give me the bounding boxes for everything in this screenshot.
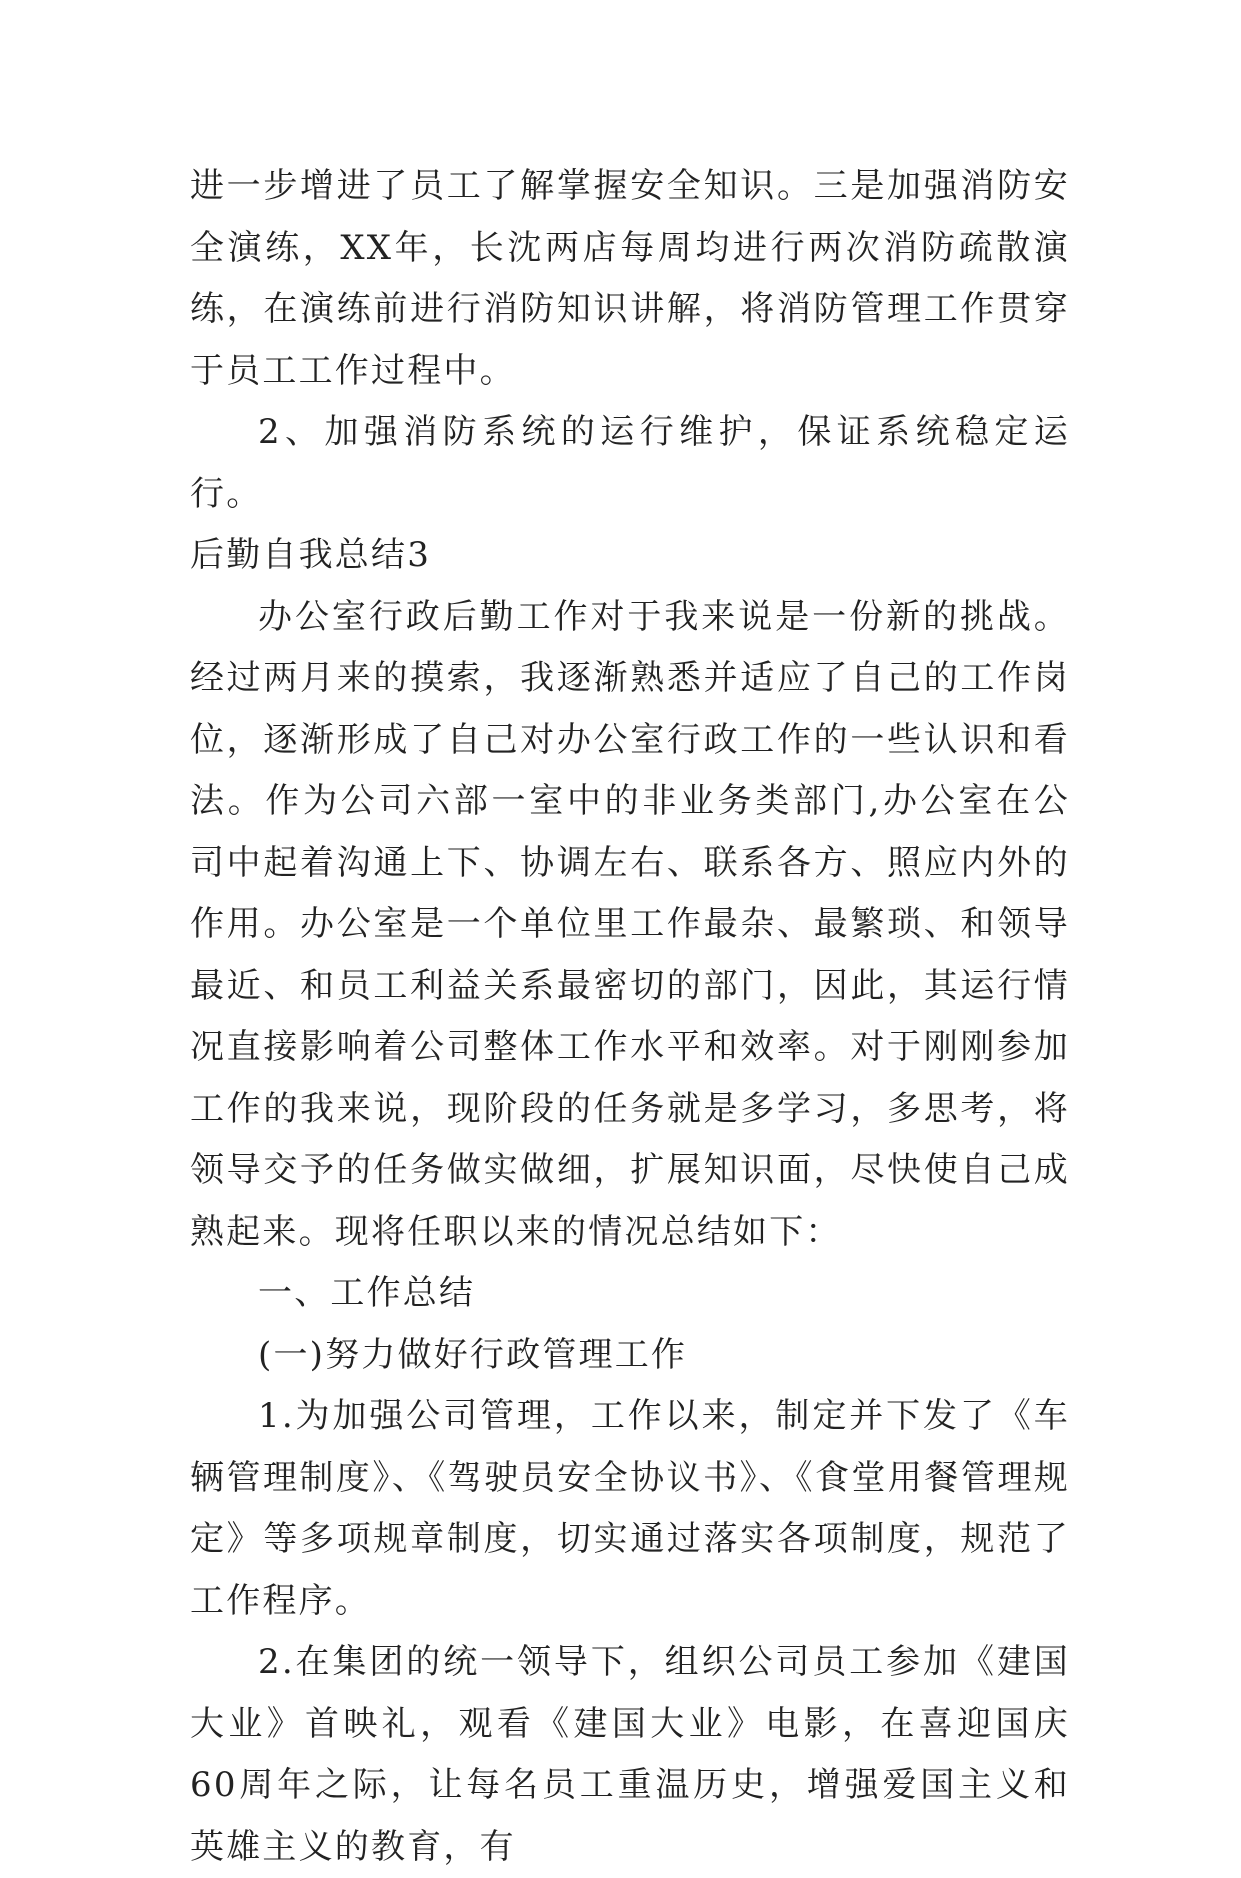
paragraph-continuation: 进一步增进了员工了解掌握安全知识。三是加强消防安全演练，XX年，长沈两店每周均进行两次消防疏散演练，在演练前进行消防知识讲解，将消防管理工作贯穿于员工工作过程中。 [190,166,1070,391]
document-body [190,156,1070,1878]
paragraph-fire-system: 2、加强消防系统的运行维护，保证系统稳定运行。 [190,412,1070,514]
heading-work-summary: 一、工作总结 [258,1273,476,1313]
paragraph-item-2: 2.在集团的统一领导下，组织公司员工参加《建国大业》首映礼，观看《建国大业》电影，在喜迎国庆60周年之际，让每名员工重温历史，增强爱国主义和英雄主义的教育，有 [190,1642,1070,1867]
paragraph-item-1: 1.为加强公司管理，工作以来，制定并下发了《车辆管理制度》、《驾驶员安全协议书》、《食堂用餐管理规定》等多项规章制度，切实通过落实各项制度，规范了工作程序。 [190,1396,1070,1621]
paragraph-intro: 办公室行政后勤工作对于我来说是一份新的挑战。经过两月来的摸索，我逐渐熟悉并适应了自己的工作岗位，逐渐形成了自己对办公室行政工作的一些认识和看法。作为公司六部一室中的非业务类部门,办公室在公司中起着沟通上下、协调左右、联系各方、照应内外的作用。办公室是一个单位里工作最杂、最繁琐、和领导最近、和员工利益关系最密切的部门，因此，其运行情况直接影响着公司整体工作水平和效率。对于刚刚参加工作的我来说，现阶段的任务就是多学习，多思考，将领导交予的任务做实做细，扩展知识面，尽快使自己成熟起来。现将任职以来的情况总结如下： [190,596,1070,1252]
subheading-admin: (一)努力做好行政管理工作 [258,1334,688,1375]
section-heading: 后勤自我总结3 [190,535,432,575]
